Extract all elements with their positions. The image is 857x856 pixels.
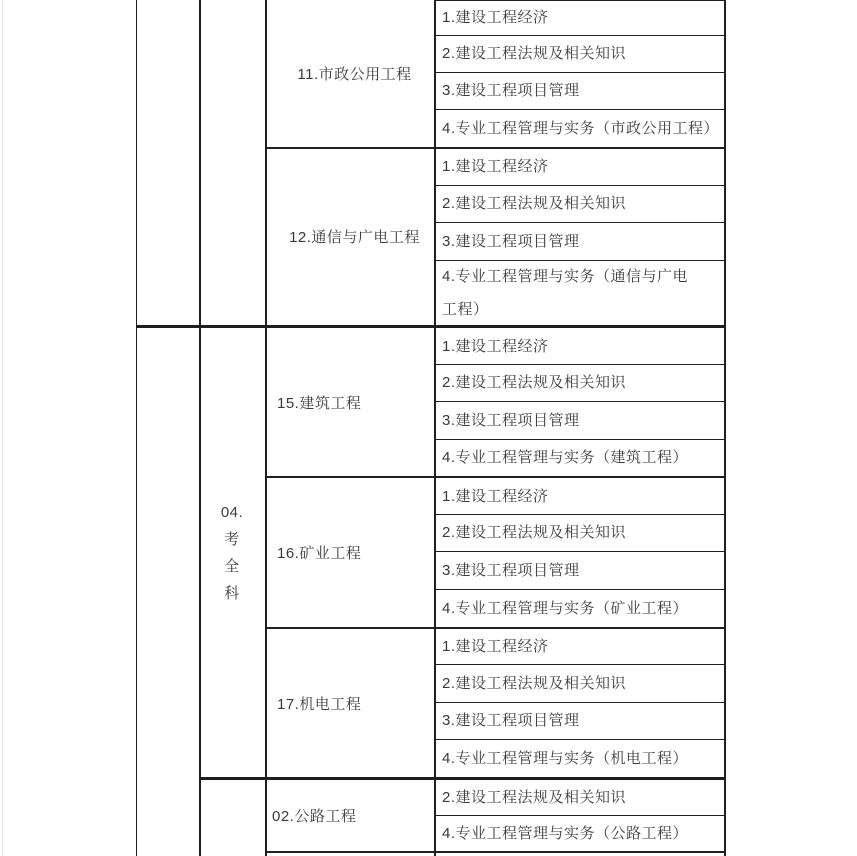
major-label: 11.市政公用工程	[297, 66, 412, 83]
subject-label: 4.专业工程管理与实务（通信与广电工程）	[442, 267, 689, 318]
subject-cell	[434, 222, 724, 260]
scope-label-line: 考	[224, 530, 240, 548]
table-grid-hline	[434, 0, 726, 1]
subject-cell	[434, 401, 724, 439]
table-grid-hline	[265, 627, 726, 629]
table-grid-hline	[434, 364, 726, 365]
subject-label: 3.建设工程项目管理	[442, 561, 580, 579]
major-cell	[265, 629, 434, 777]
level-cell	[136, 0, 199, 325]
major-cell	[265, 478, 434, 627]
major-label: 17.机电工程	[277, 695, 362, 713]
subject-cell	[434, 551, 724, 589]
table-grid-hline	[434, 589, 726, 590]
subject-cell	[434, 780, 724, 815]
subject-cell	[434, 260, 724, 325]
subject-label: 4.专业工程管理与实务（机电工程）	[442, 749, 689, 767]
table-grid-hline	[136, 325, 726, 328]
scope-label-line: 04.	[220, 503, 244, 521]
subject-cell	[434, 815, 724, 851]
subject-cell	[434, 702, 724, 739]
subject-cell	[434, 328, 724, 364]
table-grid-hline	[199, 777, 726, 780]
table-grid-hline	[434, 664, 726, 665]
table-grid-hline	[434, 222, 726, 223]
table-grid-hline	[434, 72, 726, 73]
major-cell	[265, 0, 434, 147]
table-grid-vline	[265, 0, 267, 856]
subject-cell	[434, 364, 724, 401]
table-grid-hline	[265, 147, 726, 149]
subject-cell	[434, 478, 724, 514]
subject-label: 4.专业工程管理与实务（矿业工程）	[442, 599, 689, 617]
subject-label: 1.建设工程经济	[442, 638, 549, 655]
subject-cell	[434, 739, 724, 777]
scope-label-line: 全	[224, 557, 240, 575]
table-grid-hline	[265, 851, 726, 853]
scope-cell-empty	[199, 780, 265, 856]
table-grid-hline	[265, 476, 726, 478]
table-grid-vline	[136, 0, 137, 856]
scope-label-line: 科	[224, 584, 240, 602]
subject-cell	[434, 589, 724, 627]
subject-label: 4.专业工程管理与实务（建筑工程）	[442, 449, 689, 466]
table-grid-hline	[434, 260, 726, 261]
subject-label: 3.建设工程项目管理	[442, 232, 580, 250]
subject-label: 1.建设工程经济	[442, 9, 549, 26]
subject-cell	[434, 109, 724, 147]
subject-cell	[434, 629, 724, 664]
subject-label: 3.建设工程项目管理	[442, 82, 580, 99]
major-cell	[265, 148, 434, 325]
major-cell	[265, 328, 434, 476]
table-grid-hline	[434, 702, 726, 703]
subject-cell	[434, 35, 724, 72]
table-grid-hline	[434, 109, 726, 110]
subject-cell	[434, 664, 724, 702]
subject-label: 3.建设工程项目管理	[442, 712, 580, 729]
major-label: 12.通信与广电工程	[289, 229, 420, 246]
table-grid-hline	[434, 739, 726, 740]
level-cell	[136, 328, 199, 856]
subject-cell	[434, 514, 724, 551]
subject-label: 2.建设工程法规及相关知识	[442, 45, 627, 62]
subject-label: 2.建设工程法规及相关知识	[442, 374, 627, 391]
subject-label: 2.建设工程法规及相关知识	[442, 524, 627, 541]
subject-cell	[434, 185, 724, 222]
major-label: 02.公路工程	[272, 808, 357, 825]
table-grid-hline	[434, 514, 726, 515]
table-grid-hline	[434, 401, 726, 402]
table-grid-hline	[434, 35, 726, 36]
subject-label: 3.建设工程项目管理	[442, 411, 580, 429]
subject-cell	[434, 439, 724, 476]
table-grid-hline	[434, 551, 726, 552]
major-cell	[265, 780, 434, 851]
subject-label: 2.建设工程法规及相关知识	[442, 674, 627, 692]
table-grid-hline	[434, 439, 726, 440]
major-label: 16.矿业工程	[277, 545, 362, 562]
subject-label: 2.建设工程法规及相关知识	[442, 789, 627, 806]
subject-label: 4.专业工程管理与实务（市政公用工程）	[442, 119, 720, 137]
subject-label: 1.建设工程经济	[442, 337, 549, 355]
table-grid-hline	[434, 815, 726, 816]
scope-cell	[199, 328, 265, 777]
subject-label: 4.专业工程管理与实务（公路工程）	[442, 824, 689, 842]
major-label: 15.建筑工程	[277, 394, 362, 412]
scope-cell-empty	[199, 0, 265, 325]
subject-cell	[434, 148, 724, 185]
table-grid-hline	[434, 185, 726, 186]
subject-cell	[434, 72, 724, 109]
table-grid-vline	[434, 0, 436, 856]
page-left-edge	[2, 0, 3, 856]
subject-label: 2.建设工程法规及相关知识	[442, 195, 627, 212]
subject-label: 1.建设工程经济	[442, 487, 549, 505]
subject-cell	[434, 0, 724, 35]
table-grid-vline	[199, 0, 201, 856]
subject-label: 1.建设工程经济	[442, 158, 549, 175]
table-grid-vline	[724, 0, 726, 856]
